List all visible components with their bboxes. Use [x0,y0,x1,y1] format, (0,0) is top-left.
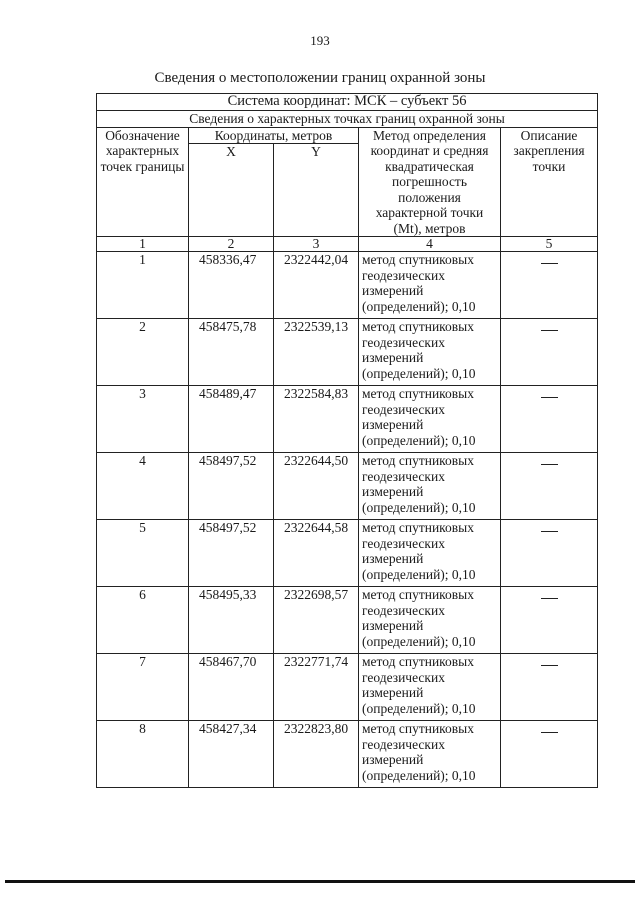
point-number-cell: 6 [97,587,189,654]
point-number-cell: 5 [97,520,189,587]
y-coordinate-cell: 2322539,13 [274,319,359,386]
point-number-cell: 2 [97,319,189,386]
bottom-rule [5,880,635,883]
method-cell: метод спутниковых геодезических измерений (определений); 0,10 [359,520,501,587]
no-fixation-dash [541,598,558,599]
boundary-points-table [96,93,598,788]
method-cell: метод спутниковых геодезических измерений (определений); 0,10 [359,453,501,520]
no-fixation-dash [541,531,558,532]
y-coordinate-cell: 2322644,50 [274,453,359,520]
point-number-cell: 4 [97,453,189,520]
table-row [97,386,598,453]
table-row [97,587,598,654]
x-coordinate-cell: 458427,34 [189,721,274,788]
description-cell [501,319,598,386]
x-coordinate-cell: 458475,78 [189,319,274,386]
table-row [97,520,598,587]
column-number: 2 [189,237,274,252]
method-cell: метод спутниковых геодезических измерений (определений); 0,10 [359,721,501,788]
point-number-cell: 7 [97,654,189,721]
description-cell [501,252,598,319]
description-cell [501,587,598,654]
boundary-info-row: Сведения о характерных точках границ охранной зоны [97,111,598,128]
y-coordinate-cell: 2322771,74 [274,654,359,721]
x-coordinate-cell: 458495,33 [189,587,274,654]
page-title: Сведения о местоположении границ охранной зоны [154,70,486,86]
no-fixation-dash [541,330,558,331]
no-fixation-dash [541,665,558,666]
method-cell: метод спутниковых геодезических измерений (определений); 0,10 [359,252,501,319]
method-cell: метод спутниковых геодезических измерений (определений); 0,10 [359,319,501,386]
column-number: 4 [359,237,501,252]
table-row [97,654,598,721]
no-fixation-dash [541,732,558,733]
y-coordinate-cell: 2322823,80 [274,721,359,788]
method-cell: метод спутниковых геодезических измерений (определений); 0,10 [359,386,501,453]
page-number: 193 [310,33,330,48]
method-cell: метод спутниковых геодезических измерений (определений); 0,10 [359,654,501,721]
no-fixation-dash [541,397,558,398]
column-number: 5 [501,237,598,252]
description-cell [501,386,598,453]
header-y: Y [274,144,359,237]
x-coordinate-cell: 458489,47 [189,386,274,453]
column-number: 1 [97,237,189,252]
column-number: 3 [274,237,359,252]
description-cell [501,520,598,587]
header-method: Метод определения координат и средняя квадратическая погрешность положения характерной точки (Mt), метров [359,127,501,237]
header-coordinates: Координаты, метров [189,127,359,144]
description-cell [501,453,598,520]
header-x: X [189,144,274,237]
no-fixation-dash [541,464,558,465]
table-row [97,453,598,520]
point-number-cell: 3 [97,386,189,453]
header-designation: Обозначение характерных точек границы [97,127,189,237]
header-description: Описание закрепления точки [501,127,598,237]
y-coordinate-cell: 2322584,83 [274,386,359,453]
description-cell [501,654,598,721]
coordinate-system-row: Система координат: МСК – субъект 56 [97,94,598,111]
y-coordinate-cell: 2322644,58 [274,520,359,587]
point-number-cell: 8 [97,721,189,788]
description-cell [501,721,598,788]
table-row [97,721,598,788]
table-row [97,252,598,319]
y-coordinate-cell: 2322442,04 [274,252,359,319]
y-coordinate-cell: 2322698,57 [274,587,359,654]
x-coordinate-cell: 458467,70 [189,654,274,721]
table-row [97,319,598,386]
no-fixation-dash [541,263,558,264]
point-number-cell: 1 [97,252,189,319]
x-coordinate-cell: 458497,52 [189,520,274,587]
method-cell: метод спутниковых геодезических измерений (определений); 0,10 [359,587,501,654]
x-coordinate-cell: 458336,47 [189,252,274,319]
x-coordinate-cell: 458497,52 [189,453,274,520]
